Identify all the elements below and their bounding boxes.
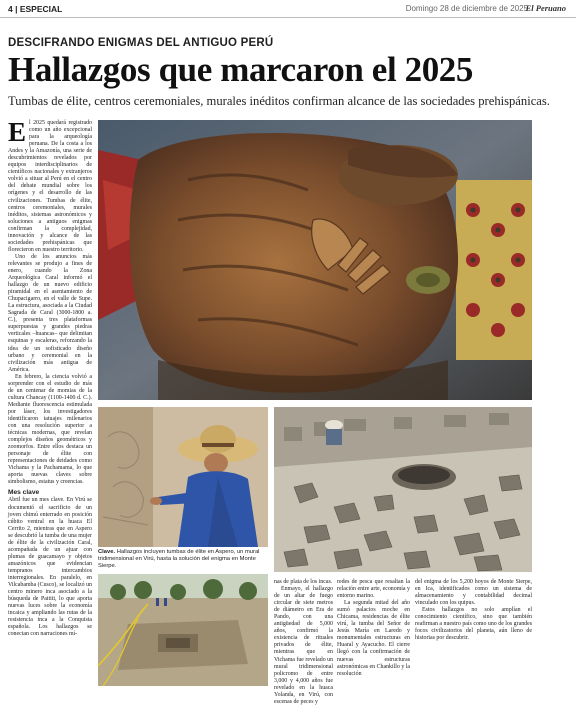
article-column-4	[415, 579, 532, 642]
paragraph-plata: nas de plata de los incas.	[274, 579, 333, 585]
photo-excavation	[98, 574, 268, 686]
paragraph-conclusion: Estos hallazgos no solo amplían el conocimiento científico, sino que también reafirman a nuestro país como uno de los grandes focos civilizatorios del planeta, aún lleno de historias por descubrir.	[415, 607, 532, 642]
article-column-2	[274, 579, 333, 706]
article-column-1	[8, 117, 92, 638]
top-bar	[0, 0, 576, 18]
section-name: ESPECIAL	[19, 4, 63, 14]
paragraph-abril: Abril fue un mes clave. En Virú se documentó el sacrificio de un joven chimú enterrado en posición cúbito ventral en la huaca El Cerrito 2, mientras que en Aspero se descubrió la tumba de una mujer de élite de la civilización Caral, acompañada de un ajuar con plumas de guacamayo y objetos amazónicos que evidencian tempranos intercambios interregionales. En paralelo, en Vilcabamba (Cusco), se localizó un centro minero inca asociado a la búsqueda de Paititi, lo que aporta nuevas luces sobre la economía incaica y ampliando las rutas de la resistencia inca a la Conquista española. Los hallazgos se conectan con narraciones mí-	[8, 497, 92, 638]
subhead-mes-clave: Mes clave	[8, 489, 40, 497]
photo-stone-ruins	[274, 407, 532, 572]
article-deck: Tumbas de élite, centros ceremoniales, murales inéditos confirman alcance de las sociedades prehispánicas.	[8, 94, 550, 108]
page-number: 4	[8, 4, 13, 14]
photo-mummy	[98, 120, 532, 400]
article-column-3	[337, 579, 410, 678]
drop-cap: E	[8, 117, 27, 147]
issue-date: Domingo 28 de diciembre de 2025	[405, 4, 528, 13]
caption-text: Hallazgos incluyen tumbas de élite en Aspero, un mural tridimensional en Virú, hasta la solución del enigma en Monte Sierpe.	[98, 549, 260, 569]
paragraph-segunda-mitad: La segunda mitad del año sumó palacios moche en Chicama, residencias de élite virú, la tumba del Señor de Jesús María en Laredo y monumentales estructuras en Huaral y Ayacucho. El cierre llegó con la confirmación de nuevas estructuras astronómicas en Chankillo y la resolución	[337, 600, 410, 677]
article-kicker: DESCIFRANDO ENIGMAS DEL ANTIGUO PERÚ	[8, 37, 274, 49]
paragraph-intro: l 2025 quedará registrado como un año excepcional para la arqueología peruana. De la costa a los Andes y la Amazonía, una serie de descubrimientos revelados por equipos interdisciplinarios de científicos nacionales y extranjeros volvió a situar al Perú en el centro del debate mundial sobre los orígenes y el desarrollo de las civilizaciones. Tumbas de élite, centros ceremoniales, murales inéditos, sistemas astronómicos y soluciones a antiguos enigmas confirman la complejidad, innovación y alcance de las sociedades prehispánicas que florecieron en nuestro territorio.	[8, 120, 92, 253]
paragraph-caral: Uno de los anuncios más relevantes se produjo a fines de enero, cuando la Zona Arqueológica Caral informó el hallazgo de un nuevo edificio piramidal en el asentamiento de Chupacigarro, en el valle de Supe. La estructura, asociada a la Ciudad Sagrada de Caral (3000-1800 a. C.), presenta tres plataformas superpuestas y grandes piedras verticales –huancas– que delimitan esquinas y escaleras, reforzando la idea de un sofisticado diseño urbano y ceremonial en la civilización más antigua de América.	[8, 253, 92, 373]
paragraph-mayo: Enmayo, el hallazgo de un altar de fuego circular de siete metros de diámetro en Era de Pando, con una antigüedad de 5,000 años, confirmó la existencia de rituales privados de élite, mientras que en Vichama fue revelado un mural tridimensional policromo de entre 3,000 y 4,000 años fue revelado en la huaca Yolanda, en Virú, con escenas de peces y	[274, 586, 334, 705]
caption-label: Clave.	[98, 549, 116, 555]
paragraph-monte-sierpe: del enigma de los 5,200 hoyos de Monte Sierpe, en Ica, identificados como un sistema de almacenamiento y contabilidad decimal vinculado con los quipus.	[415, 579, 532, 607]
photo-caption	[98, 549, 268, 569]
paragraph-pesca: redes de pesca que resaltan la relación entre arte, economía y entorno marino.	[337, 579, 410, 600]
newspaper-name: El Peruano	[525, 3, 566, 13]
paragraph-chancay: En febrero, la ciencia volvió a sorprender con el estudio de más de un centenar de momias de la cultura Chancay (1100-1400 d. C.). Mediante fluorescencia estimulada por láser, los investigadores identificaron tatuajes milenarios con una resolución superior a técnicas modernas, que revelan complejos diseños geométricos y zoomorfos. Entre ellos destaca un personaje de élite con representaciones de deidades como Vichama y la Pachamama, lo que aporta nuevas claves sobre simbolismo, estatus y creencias.	[8, 373, 92, 486]
article-headline: Hallazgos que marcaron el 2025	[8, 50, 474, 89]
photo-archaeologist	[98, 407, 268, 547]
section-label: 4 | ESPECIAL	[8, 4, 63, 14]
